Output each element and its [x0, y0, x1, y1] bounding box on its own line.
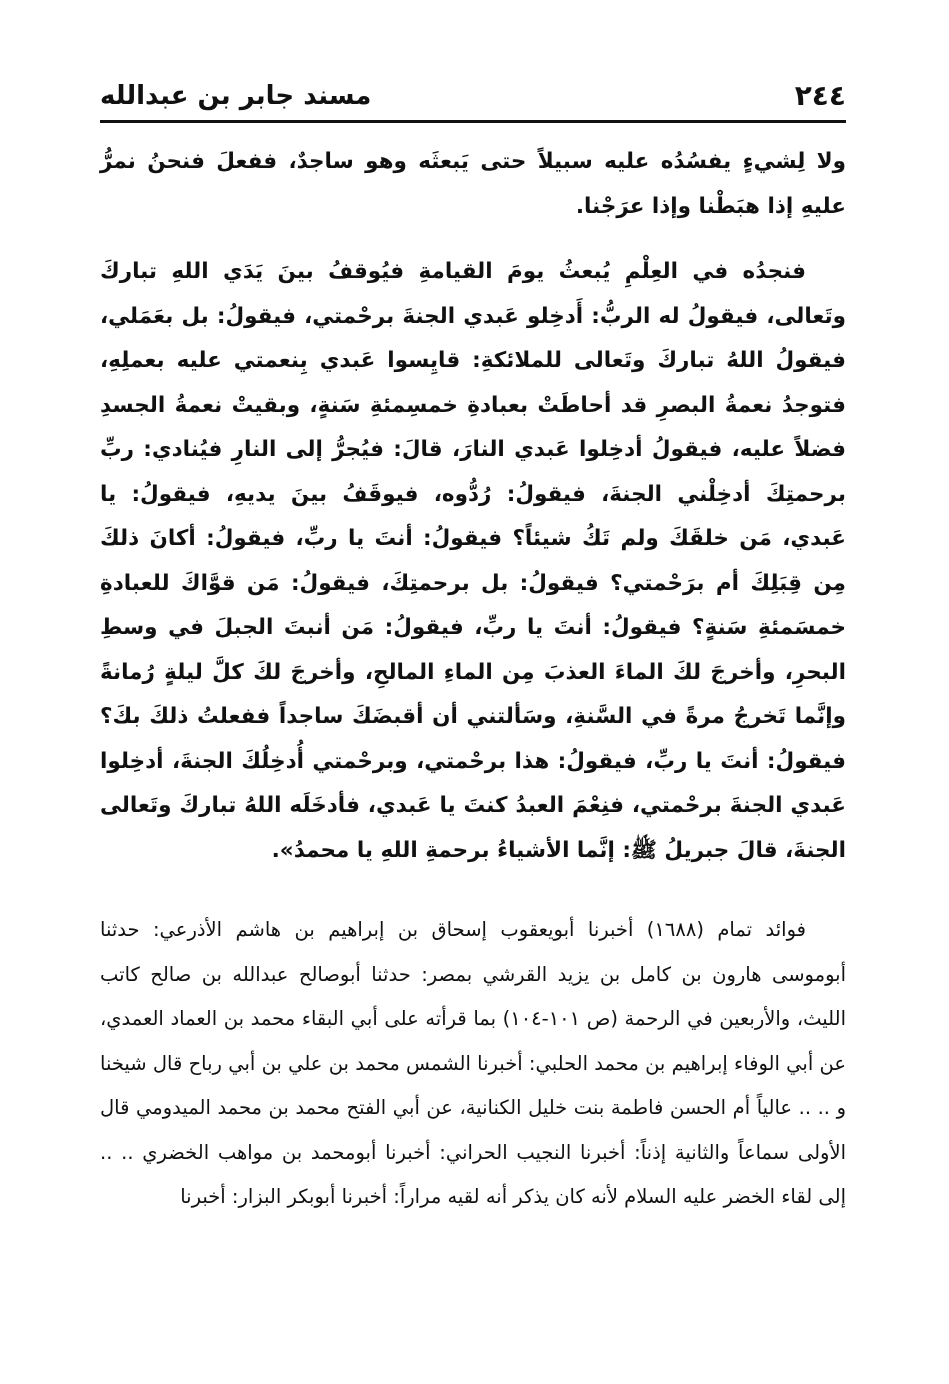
hadith-continuation-paragraph	[100, 140, 846, 229]
page-header	[100, 78, 846, 118]
paragraph-text: ولا لِشيءٍ يفسُدُه عليه سبيلاً حتى يَبعثَه وهو ساجدٌ، ففعلَ فنحنُ نمرُّ عليهِ إذا هبَطْنا وإذا عرَجْنا.	[100, 149, 846, 219]
page-number: ٢٤٤	[794, 79, 846, 112]
header-rule	[100, 120, 846, 123]
footnote-paragraph	[100, 908, 846, 1220]
paragraph-text: فنجدُه في العِلْمِ يُبعثُ يومَ القيامةِ فيُوقفُ بينَ يَدَي اللهِ تباركَ وتَعالى، فيقولُ له الربُّ: أَدخِلو عَبدي الجنةَ برحْمتي، فيقولُ: بل بعَمَلي، فيقولُ اللهُ تباركَ وتَعالى للملائكةِ: قايِسوا عَبدي بِنعمتي عليه بعملِهِ، فتوجدُ نعمةُ البصرِ قد أحاطَتْ بعبادةِ خمسِمئةِ سَنةٍ، وبقيتْ نعمةُ الجسدِ فضلاً عليه، فيقولُ أدخِلوا عَبدي النارَ، قالَ: فيُجرُّ إلى النارِ فيُنادي: ربِّ برحمتِكَ أدخِلْني الجنةَ، فيقولُ: رُدُّوه، فيوقَفُ بينَ يديهِ، فيقولُ: يا عَبدي، مَن خلقَكَ ولم تَكُ شيئاً؟ فيقولُ: أنتَ يا ربِّ، فيقولُ: أكانَ ذلكَ مِن قِبَلِكَ أم برَحْمتي؟ فيقولُ: بل برحمتِكَ، فيقولُ: مَن قوَّاكَ للعبادةِ خمسَمئةِ سَنةٍ؟ فيقولُ: أنتَ يا ربِّ، فيقولُ: مَن أنبتَ الجبلَ في وسطِ البحرِ، وأخرجَ لكَ الماءَ العذبَ مِن الماءِ المالحِ، وأخرجَ لكَ كلَّ ليلةٍ رُمانةً وإنَّما تَخرجُ مرةً في السَّنةِ، وسَألتني أن أقبضَكَ ساجداً ففعلتُ ذلكَ بكَ؟ فيقولُ: أنتَ يا ربِّ، فيقولُ: هذا برحْمتي، وبرحْمتي أُدخِلُكَ الجنةَ، أدخِلوا عَبدي الجنةَ برحْمتي، فنِعْمَ العبدُ كنتَ يا عَبدي، فأدخَلَه اللهُ تباركَ وتَعالى الجنةَ، قالَ جبريلُ ﷺ: إنَّما الأشياءُ برحمةِ اللهِ يا محمدُ».	[100, 259, 846, 863]
paragraph-text: فوائد تمام (١٦٨٨) أخبرنا أبويعقوب إسحاق بن إبراهيم بن هاشم الأذرعي: حدثنا أبوموسى هارون بن كامل بن يزيد القرشي بمصر: حدثنا أبوصالح عبدالله بن صالح كاتب الليث، والأربعين في الرحمة (ص ١٠١-١٠٤) بما قرأته على أبي البقاء محمد بن العماد العمدي، عن أبي الوفاء إبراهيم بن محمد الحلبي: أخبرنا الشمس محمد بن علي بن أبي رباح قال شيخنا و .. .. عالياً أم الحسن فاطمة بنت خليل الكنانية، عن أبي الفتح محمد بن محمد الميدومي قال الأولى سماعاً والثانية إذناً: أخبرنا النجيب الحراني: أخبرنا أبومحمد بن مواهب الخضري .. .. إلى لقاء الخضر عليه السلام لأنه كان يذكر أنه لقيه مراراً: أخبرنا أبوبكر البزار: أخبرنا	[100, 918, 846, 1208]
running-title: مسند جابر بن عبدالله	[100, 81, 372, 111]
hadith-main-paragraph	[100, 250, 846, 873]
